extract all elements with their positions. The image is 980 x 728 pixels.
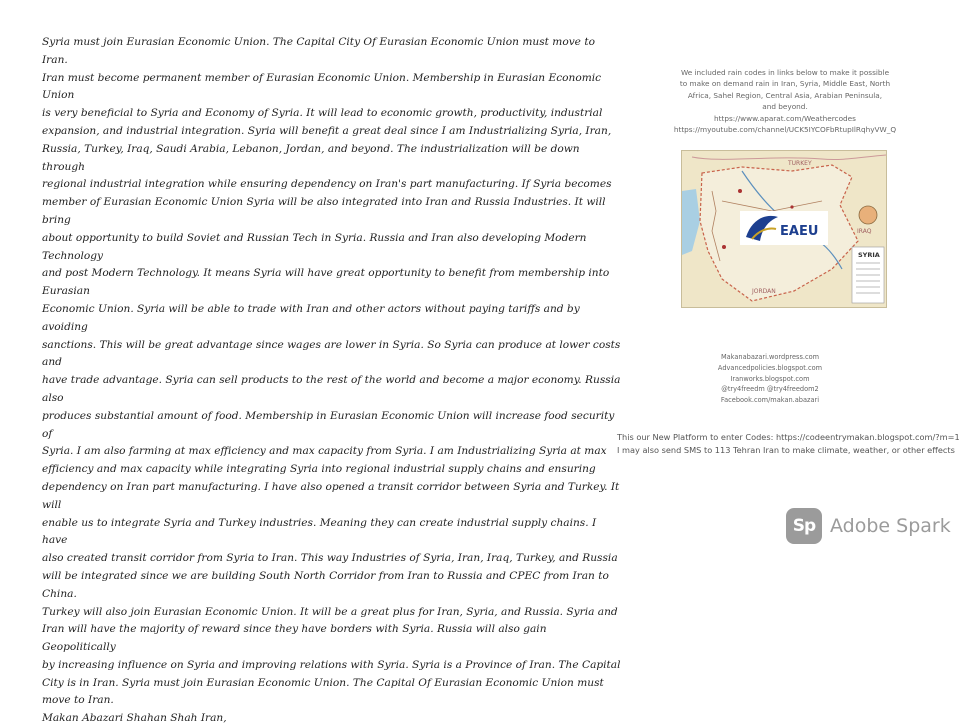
locator-inset bbox=[859, 206, 877, 224]
article-body bbox=[42, 34, 622, 728]
article-line: enable us to integrate Syria and Turkey industries. Meaning they can create industrial supply chains. I have bbox=[42, 516, 597, 547]
article-line: move to Iran. bbox=[42, 694, 114, 707]
twitter-handles[interactable]: @try4freedm @try4freedom2 bbox=[721, 385, 819, 394]
article-line: and post Modern Technology. It means Syria will have great opportunity to benefit from membership into Eurasian bbox=[42, 267, 610, 298]
article-line: will be integrated since we are building South North Corridor from Iran to Russia and CPEC from Iran to China. bbox=[42, 569, 609, 600]
label-jordan: JORDAN bbox=[752, 288, 776, 295]
article-line: about opportunity to build Soviet and Russian Tech in Syria. Russia and Iran also developing Modern Technology bbox=[42, 231, 587, 262]
city-marker bbox=[790, 205, 793, 208]
article-line: City is in Iran. Syria must join Eurasian Economic Union. The Capital Of Eurasian Economic Union must bbox=[42, 676, 604, 689]
facebook-link[interactable]: Facebook.com/makan.abazari bbox=[720, 396, 820, 405]
article-line: Syria. I am also farming at max efficiency and max capacity from Syria. I am Industrializing Syria at max bbox=[42, 445, 607, 458]
social-links bbox=[690, 352, 850, 406]
platform-link[interactable]: This our New Platform to enter Codes: https://codeentrymakan.blogspot.com/?m=1 bbox=[617, 432, 960, 442]
spark-brand-text: Adobe Spark bbox=[830, 515, 951, 537]
note-line: We included rain codes in links below to make it possible bbox=[680, 68, 890, 77]
article-line: have trade advantage. Syria can sell products to the rest of the world and become a major economy. Russia also bbox=[42, 374, 621, 404]
sms-note: I may also send SMS to 113 Tehran Iran to make climate, weather, or other effects bbox=[617, 445, 955, 456]
article-line: sanctions. This will be great advantage since wages are lower in Syria. So Syria can produce at lower costs and bbox=[42, 338, 621, 369]
youtube-link[interactable]: https://myoutube.com/channel/UCK5IYCOFbRtupIlRqhyVW_Q bbox=[673, 125, 897, 135]
article-line: Iran must become permanent member of Eurasian Economic Union. Membership in Eurasian Economic Union bbox=[42, 71, 602, 102]
article-line: is very beneficial to Syria and Economy of Syria. It will lead to economic growth, productivity, industrial bbox=[42, 107, 603, 120]
article-line: Turkey will also join Eurasian Economic Union. It will be a great plus for Iran, Syria, and Russia. Syria and bbox=[42, 605, 618, 618]
article-line: member of Eurasian Economic Union Syria will be also integrated into Iran and Russia Industries. It will bring bbox=[42, 196, 606, 226]
article-line: Syria must join Eurasian Economic Union. The Capital City Of Eurasian Economic Union must move to Iran. bbox=[42, 36, 595, 66]
article-line: produces substantial amount of food. Membership in Eurasian Economic Union will increase food security of bbox=[42, 409, 615, 440]
article-line: dependency on Iran part manufacturing. I have also opened a transit corridor between Syria and Turkey. It will bbox=[42, 480, 620, 511]
note-line: to make on demand rain in Iran, Syria, Middle East, North bbox=[679, 79, 891, 89]
label-turkey: TURKEY bbox=[788, 160, 812, 167]
article-line: by increasing influence on Syria and improving relations with Syria. Syria is a Province of Iran. The Capital bbox=[42, 658, 621, 671]
wordpress-link[interactable]: Makanabazari.wordpress.com bbox=[720, 353, 820, 361]
adobe-spark-watermark[interactable] bbox=[786, 507, 951, 545]
legend-title-syria: SYRIA bbox=[858, 251, 880, 259]
platform-note bbox=[617, 431, 960, 457]
article-line: expansion, and industrial integration. Syria will benefit a great deal since I am Industrializing Syria, Iran, bbox=[42, 124, 612, 137]
note-line: and beyond. bbox=[762, 102, 808, 112]
article-line: also created transit corridor from Syria to Iran. This way Industries of Syria, Iran, Iraq, Turkey, and Russia bbox=[42, 552, 618, 565]
syria-map-image bbox=[681, 150, 887, 308]
rain-codes-note bbox=[655, 67, 915, 135]
label-iraq: IRAQ bbox=[857, 228, 872, 235]
blogspot-link[interactable]: Advancedpolicies.blogspot.com bbox=[717, 363, 823, 372]
article-line: Iran will have the majority of reward since they have borders with Syria. Russia will also gain Geopolitically bbox=[42, 623, 547, 654]
article-line: efficiency and max capacity while integrating Syria into regional industrial supply chains and ensuring bbox=[42, 463, 596, 476]
map-graphic bbox=[682, 151, 886, 307]
iranworks-link[interactable]: Iranworks.blogspot.com bbox=[730, 374, 810, 383]
article-line: regional industrial integration while ensuring dependency on Iran's part manufacturing. If Syria becomes bbox=[42, 178, 612, 191]
eaeu-logo-text: EAEU bbox=[780, 224, 819, 239]
signature: Makan Abazari Shahan Shah Iran, bbox=[42, 712, 227, 725]
city-marker bbox=[738, 189, 742, 193]
aparat-link[interactable]: https://www.aparat.com/Weathercodes bbox=[714, 113, 856, 123]
article-line: Economic Union. Syria will be able to trade with Iran and other actors without paying tariffs and by avoiding bbox=[42, 302, 580, 333]
article-line: Russia, Turkey, Iraq, Saudi Arabia, Lebanon, Jordan, and beyond. The industrialization will be down through bbox=[42, 142, 580, 173]
note-line: Africa, Sahel Region, Central Asia, Arabian Peninsula, bbox=[687, 90, 883, 100]
spark-logo-icon: Sp bbox=[786, 508, 822, 544]
city-marker bbox=[722, 245, 726, 249]
